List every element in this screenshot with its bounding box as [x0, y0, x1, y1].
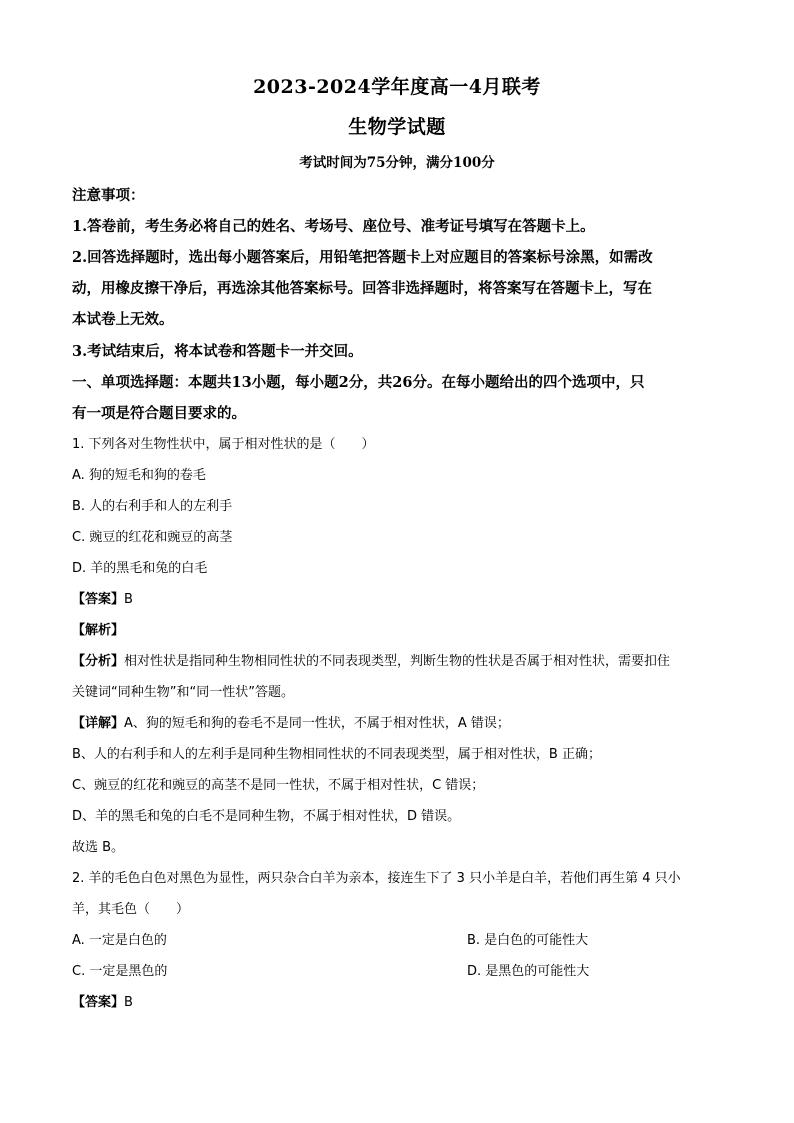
q1-analysis-label — [72, 619, 722, 638]
answer-label: 【答案】 — [72, 995, 125, 1010]
detail-label: 【详解】 — [72, 716, 125, 731]
q1-detail-c: C、豌豆的红花和豌豆的高茎不是同一性状，不属于相对性状，C 错误； — [72, 778, 485, 793]
q1-detail-d: D、羊的黑毛和兔的白毛不是同种生物，不属于相对性状，D 错误。 — [72, 809, 461, 824]
q2-option-c: C. 一定是黑色的 — [72, 964, 168, 979]
notice-heading: 注意事项： — [72, 187, 145, 204]
q1-option-a: A. 狗的短毛和狗的卷毛 — [72, 468, 206, 483]
fenxi-text: 相对性状是指同种生物相同性状的不同表现类型，判断生物的性状是否属于相对性状，需要扣住 — [124, 654, 671, 669]
q1-fenxi-line-1 — [72, 650, 722, 669]
q2-option-a: A. 一定是白色的 — [72, 933, 167, 948]
notice-item-2-line-2: 动，用橡皮擦干净后，再选涂其他答案标号。回答非选择题时，将答案写在答题卡上，写在 — [72, 280, 652, 297]
q1-option-c: C. 豌豆的红花和豌豆的高茎 — [72, 530, 233, 545]
q1-detail-b: B、人的右利手和人的左利手是同种生物相同性状的不同表现类型，属于相对性状，B 正确； — [72, 747, 601, 762]
answer-value: B — [124, 995, 133, 1010]
q1-answer — [72, 588, 722, 607]
subject-title: 生物学试题 — [348, 116, 446, 138]
q2-options-row-1 — [72, 929, 722, 948]
q1-conclusion: 故选 B。 — [72, 840, 125, 855]
q1-stem: 1. 下列各对生物性状中，属于相对性状的是（ ） — [72, 437, 375, 452]
exam-title: 2023-2024学年度高一4月联考 — [253, 76, 541, 98]
q1-detail-a — [72, 712, 722, 731]
q1-option-d: D. 羊的黑毛和兔的白毛 — [72, 561, 208, 576]
notice-item-2-line-1: 2.回答选择题时，选出每小题答案后，用铅笔把答题卡上对应题目的答案标号涂黑，如需改 — [72, 249, 653, 266]
answer-label: 【答案】 — [72, 592, 125, 607]
section-heading-line-1: 一、单项选择题：本题共13小题，每小题2分，共26分。在每小题给出的四个选项中，只 — [72, 374, 645, 391]
section-heading-line-2: 有一项是符合题目要求的。 — [72, 405, 246, 422]
q2-stem-line-1: 2. 羊的毛色白色对黑色为显性，两只杂合白羊为亲本，接连生下了 3 只小羊是白羊，若他们再生第 4 只小 — [72, 871, 681, 886]
q1-fenxi-line-2: 关键词“同种生物”和“同一性状”答题。 — [72, 685, 294, 700]
fenxi-label: 【分析】 — [72, 654, 125, 669]
q2-option-b: B. 是白色的可能性大 — [467, 933, 589, 948]
q2-option-d: D. 是黑色的可能性大 — [467, 964, 590, 979]
q1-option-b: B. 人的右利手和人的左利手 — [72, 499, 233, 514]
q2-options-row-2 — [72, 960, 722, 979]
exam-info: 考试时间为75分钟，满分100分 — [299, 155, 495, 171]
q2-answer — [72, 991, 722, 1010]
detail-a-text: A、狗的短毛和狗的卷毛不是同一性状，不属于相对性状，A 错误； — [124, 716, 510, 731]
notice-item-1: 1.答卷前，考生务必将自己的姓名、考场号、座位号、准考证号填写在答题卡上。 — [72, 218, 595, 235]
analysis-label: 【解析】 — [72, 623, 125, 638]
notice-item-2-line-3: 本试卷上无效。 — [72, 311, 174, 328]
q2-stem-line-2: 羊，其毛色（ ） — [72, 902, 190, 917]
answer-value: B — [124, 592, 133, 607]
notice-item-3: 3.考试结束后，将本试卷和答题卡一并交回。 — [72, 343, 363, 360]
